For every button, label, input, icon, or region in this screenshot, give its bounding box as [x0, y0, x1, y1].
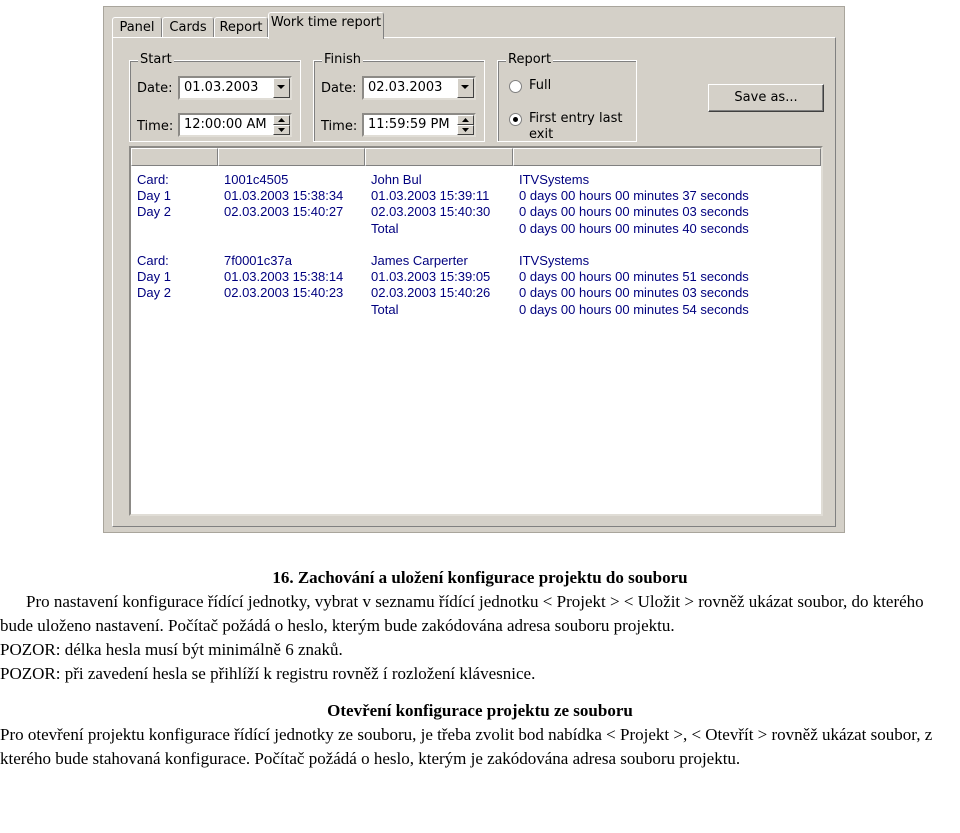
finish-legend: Finish: [324, 52, 362, 67]
start-legend: Start: [140, 52, 172, 67]
table-cell: Day 2: [137, 285, 171, 301]
report-first-entry-label[interactable]: First entry last exit: [529, 111, 623, 142]
table-cell: ITVSystems: [519, 172, 590, 187]
spin-up-button[interactable]: [273, 115, 290, 125]
finish-group: [313, 52, 485, 142]
table-cell: 0 days 00 hours 00 minutes 51 seconds: [519, 269, 749, 285]
chevron-down-icon: [277, 85, 286, 90]
table-cell: 01.03.2003 15:39:11: [371, 188, 490, 204]
table-row[interactable]: [131, 237, 821, 253]
table-cell: 01.03.2003 15:38:14: [224, 269, 344, 285]
start-time-field[interactable]: [178, 113, 292, 137]
table-cell: 0 days 00 hours 00 minutes 40 seconds: [519, 220, 749, 236]
table-cell: Total: [371, 301, 399, 317]
column-header-4[interactable]: [513, 148, 821, 166]
start-date-combo[interactable]: [178, 76, 292, 100]
paragraph-save: Pro nastavení konfigurace řídící jednotky, vybrat v seznamu řídící jednotku < Projekt > < Uložit > rovněž ukázat soubor, do kterého bude uloženo nastavení. Počítač požádá o heslo, kterým bude zakódována adresa souboru projektu.: [0, 592, 924, 635]
arrow-down-icon: [278, 128, 285, 132]
finish-time-label: Time:: [321, 119, 358, 134]
table-cell: 01.03.2003 15:39:05: [371, 269, 491, 285]
table-cell: 0 days 00 hours 00 minutes 54 seconds: [519, 301, 749, 317]
tab-work-time-report[interactable]: Work time report: [268, 12, 384, 39]
spin-up-button[interactable]: [457, 115, 474, 125]
report-legend: Report: [508, 52, 552, 67]
finish-date-label: Date:: [321, 81, 357, 96]
report-full-label[interactable]: Full: [529, 78, 552, 93]
table-cell: 0 days 00 hours 00 minutes 03 seconds: [519, 285, 749, 301]
table-cell: Day 1: [137, 188, 171, 204]
table-row[interactable]: [131, 204, 821, 220]
report-first-entry-radio[interactable]: [509, 113, 522, 126]
tab-cards[interactable]: Cards: [162, 17, 214, 38]
table-row[interactable]: [131, 221, 821, 237]
table-cell: 02.03.2003 15:40:30: [371, 204, 491, 220]
table-cell: John Bul: [371, 172, 422, 187]
column-header-3[interactable]: [365, 148, 513, 166]
section-heading-open: Otevření konfigurace projektu ze souboru: [327, 701, 633, 720]
spin-down-button[interactable]: [457, 125, 474, 135]
table-row[interactable]: [131, 188, 821, 204]
work-time-list[interactable]: [129, 146, 823, 516]
finish-time-value: 11:59:59 PM: [368, 117, 450, 132]
start-date-value: 01.03.2003: [184, 80, 259, 95]
table-cell: ITVSystems: [519, 253, 590, 268]
table-cell: Day 1: [137, 269, 171, 285]
table-row[interactable]: [131, 269, 821, 285]
start-group: [129, 52, 301, 142]
finish-time-field[interactable]: [362, 113, 476, 137]
arrow-up-icon: [462, 118, 469, 122]
note-password-case: POZOR: při zavedení hesla se přihlíží k registru rovněž í rozložení klávesnice.: [0, 664, 536, 683]
spin-down-button[interactable]: [273, 125, 290, 135]
table-cell: 02.03.2003 15:40:26: [371, 285, 491, 301]
table-cell: 02.03.2003 15:40:27: [224, 204, 344, 220]
report-full-radio[interactable]: [509, 80, 522, 93]
document-body: [0, 566, 960, 771]
list-header: [131, 148, 821, 166]
note-password-length: POZOR: délka hesla musí být minimálně 6 znaků.: [0, 640, 343, 659]
tab-panel[interactable]: Panel: [112, 17, 162, 38]
table-cell: 02.03.2003 15:40:23: [224, 285, 344, 301]
table-row[interactable]: [131, 285, 821, 301]
start-time-value: 12:00:00 AM: [184, 117, 267, 132]
report-group: [497, 52, 637, 142]
table-cell: 1001c4505: [224, 172, 289, 187]
save-as-button[interactable]: Save as...: [708, 84, 824, 112]
start-time-label: Time:: [137, 119, 174, 134]
table-row[interactable]: [131, 302, 821, 318]
finish-time-spinner[interactable]: [457, 115, 474, 135]
column-header-2[interactable]: [218, 148, 365, 166]
table-cell: Card:: [137, 172, 169, 187]
table-row[interactable]: [131, 253, 821, 269]
arrow-down-icon: [462, 128, 469, 132]
finish-date-combo[interactable]: [362, 76, 476, 100]
table-cell: 0 days 00 hours 00 minutes 37 seconds: [519, 188, 749, 204]
table-cell: 01.03.2003 15:38:34: [224, 188, 344, 204]
table-cell: Card:: [137, 253, 169, 268]
paragraph-open: Pro otevření projektu konfigurace řídící jednotky ze souboru, je třeba zvolit bod nabídka < Projekt >, < Otevřít > rovněž ukázat soubor, z kterého bude stahovaná konfigurace. Počítač požádá o heslo, kterým je zakódována adresa souboru projektu.: [0, 725, 933, 768]
table-cell: Day 2: [137, 204, 171, 220]
start-date-dropdown-button[interactable]: [273, 78, 290, 98]
start-time-spinner[interactable]: [273, 115, 290, 135]
start-date-label: Date:: [137, 81, 173, 96]
column-header-1[interactable]: [131, 148, 218, 166]
chevron-down-icon: [461, 85, 470, 90]
table-row[interactable]: [131, 172, 821, 188]
section-heading-save: 16. Zachování a uložení konfigurace projektu do souboru: [272, 568, 688, 587]
finish-date-dropdown-button[interactable]: [457, 78, 474, 98]
table-cell: James Carperter: [371, 253, 468, 268]
table-cell: 0 days 00 hours 00 minutes 03 seconds: [519, 204, 749, 220]
table-cell: 7f0001c37a: [224, 253, 292, 268]
finish-date-value: 02.03.2003: [368, 80, 443, 95]
work-time-report-window: [103, 6, 845, 533]
tab-report[interactable]: Report: [214, 17, 268, 38]
arrow-up-icon: [278, 118, 285, 122]
tab-panel-content: [112, 37, 836, 527]
table-cell: Total: [371, 220, 399, 236]
